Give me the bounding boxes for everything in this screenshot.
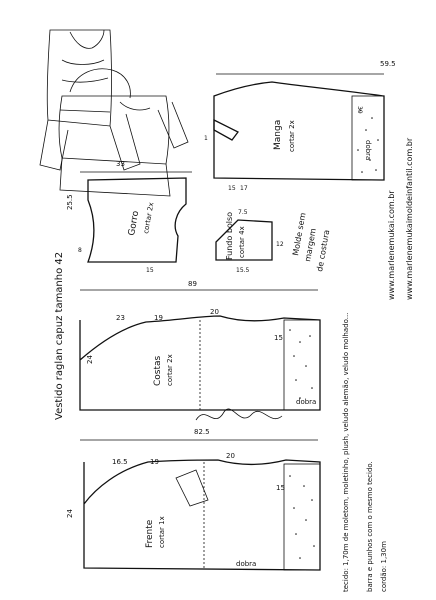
pocket-measure-bottom: 15.5 [236,267,250,274]
front-hem-dots [289,475,315,559]
pattern-title: Vestido raglan capuz tamanho 42 [54,251,65,420]
note-trims: barra e punhos com o mesmo tecido. [366,461,374,592]
back-measure-c: 20 [210,308,219,316]
sleeve-piece [204,60,396,192]
front-name: Frente [145,519,155,548]
garment-sketch-back [59,69,188,196]
hood-length-label: 25.5 [66,194,74,210]
website-1: www.marlenemukai.com.br [387,190,396,300]
website-2: www.marlenemukaimoldeinfantil.com.br [405,137,414,300]
front-instruction: cortar 1x [158,516,166,548]
hood-measure-b: 15 [146,267,154,274]
seam-note-line3: de costura [315,229,332,273]
pocket-instruction: cortar 4x [238,226,246,258]
sleeve-name: Manga [273,119,283,150]
back-hem-dots [289,329,313,399]
front-measure-e: 24 [66,509,74,518]
back-length-label: 89 [188,280,197,288]
note-ribbing: cordão: 1,30m [380,541,388,592]
front-measure-d: 15 [276,484,285,492]
back-measure-a: 23 [116,314,125,322]
back-measure-e: 24 [86,355,94,364]
front-measure-a: 16.5 [112,458,128,466]
back-piece [80,280,320,410]
note-fabric: tecido: 1,70m de moletom, moletinho, plush, veludo alemão, veludo molhado... [342,312,350,592]
front-piece [66,428,320,570]
back-measure-b: 19 [154,314,163,322]
hood-piece [66,160,192,274]
sleeve-fold-label: dobra [364,140,372,161]
hood-measure-a: 8 [78,247,82,254]
sleeve-width-label: 39 [356,106,363,114]
hood-height-label: 33 [116,160,125,168]
sleeve-instruction: cortar 2x [288,120,296,152]
sleeve-measure-b: 15 [228,185,236,192]
hood-instruction: cortar 2x [142,201,156,235]
front-measure-b: 19 [150,458,159,466]
back-measure-d: 15 [274,334,283,342]
seam-note-line1: Molde sem [291,211,308,257]
garment-sketch-front [40,30,140,170]
front-fold-label: dobra [236,560,257,568]
pocket-measure-top: 7.5 [238,209,248,216]
sleeve-measure-c: 17 [240,185,248,192]
hood-name: Gorro [127,210,142,237]
back-instruction: cortar 2x [166,354,174,386]
pocket-piece [216,209,284,274]
pocket-measure-side: 12 [276,241,284,248]
back-fold-label: dobra [296,398,317,406]
seam-note [291,212,331,273]
front-length-label: 82.5 [194,428,210,436]
front-measure-c: 20 [226,452,235,460]
sleeve-measure-a: 1 [204,135,208,142]
sleeve-length-label: 59.5 [380,60,396,68]
pocket-name: Fundo bolso [225,211,234,260]
back-name: Costas [153,355,163,386]
seam-note-line2: margem [303,227,318,263]
